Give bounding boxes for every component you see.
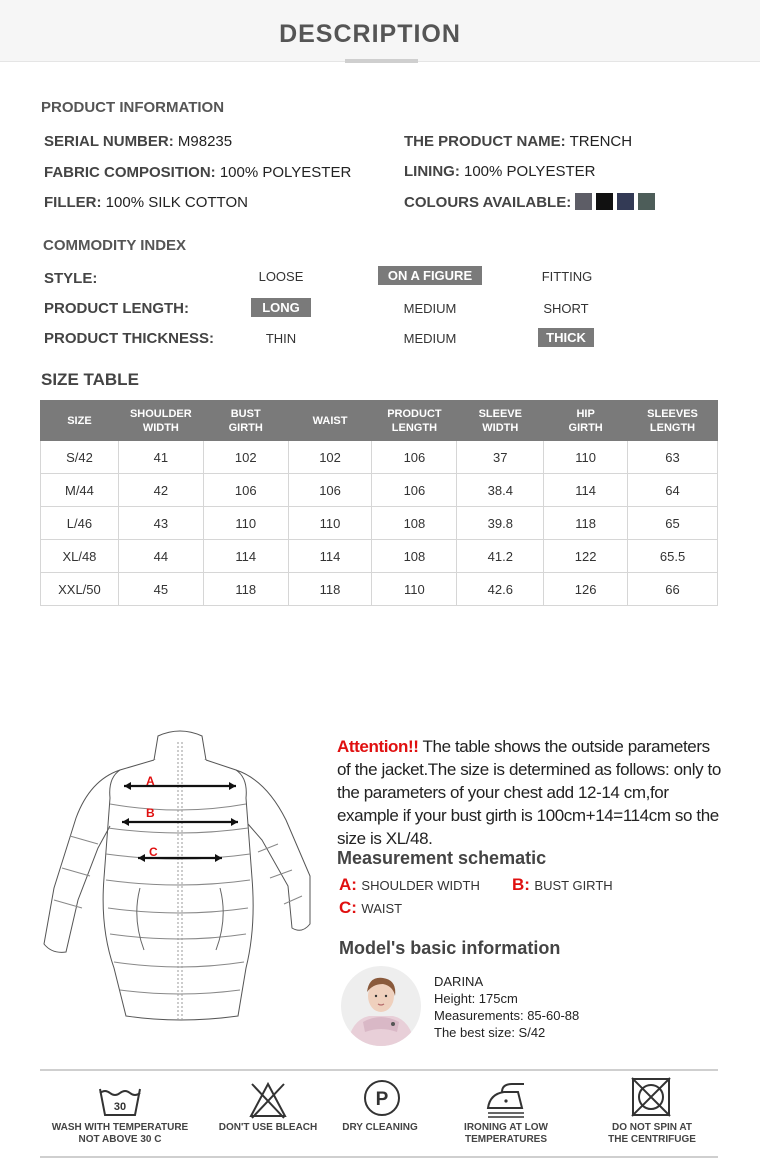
- table-cell: 102: [203, 441, 288, 474]
- filler-value: 100% SILK COTTON: [105, 194, 248, 211]
- measurement-a-value: SHOULDER WIDTH: [361, 878, 480, 893]
- table-cell: 106: [372, 441, 457, 474]
- style-option-loose: LOOSE: [258, 269, 304, 284]
- table-cell: 64: [628, 474, 718, 507]
- measurement-b-key: B:: [512, 875, 530, 894]
- table-cell: 41.2: [457, 540, 544, 573]
- table-cell: 66: [628, 573, 718, 606]
- table-cell: 102: [288, 441, 372, 474]
- table-cell: M/44: [41, 474, 119, 507]
- filler-label: FILLER:: [44, 194, 102, 211]
- size-table-header-text: BUST: [230, 407, 261, 420]
- table-row: [41, 573, 718, 606]
- table-cell: 106: [372, 474, 457, 507]
- care-band-bottom-border: [40, 1156, 718, 1158]
- table-cell: 118: [203, 573, 288, 606]
- size-table-header-text: PRODUCT: [387, 407, 442, 420]
- table-cell: XXL/50: [41, 573, 119, 606]
- table-cell: XL/48: [41, 540, 119, 573]
- table-cell: 106: [203, 474, 288, 507]
- measurement-a: [339, 875, 480, 895]
- table-cell: 110: [288, 507, 372, 540]
- no-spin-caption: [596, 1122, 708, 1146]
- colours-label: COLOURS AVAILABLE:: [404, 194, 572, 211]
- product-name-value: TRENCH: [569, 133, 633, 150]
- filler-row: [44, 194, 248, 211]
- iron-caption-line2: TEMPERATURES: [464, 1134, 548, 1145]
- serial-number-row: [44, 133, 232, 150]
- product-name-row: [404, 133, 632, 150]
- table-cell: 114: [203, 540, 288, 573]
- fabric-label: FABRIC COMPOSITION:: [44, 164, 216, 181]
- size-table: [40, 400, 718, 606]
- table-cell: 108: [372, 540, 457, 573]
- colours-row: [404, 193, 659, 211]
- table-cell: 122: [544, 540, 628, 573]
- table-cell: 39.8: [457, 507, 544, 540]
- no-spin-caption-line2: THE CENTRIFUGE: [608, 1134, 696, 1145]
- serial-label: SERIAL NUMBER:: [44, 133, 174, 150]
- size-table-header-text: WIDTH: [142, 421, 179, 434]
- colour-swatch: [617, 193, 634, 210]
- model-name: DARINA: [434, 974, 484, 989]
- table-cell: S/42: [41, 441, 119, 474]
- model-photo: [341, 966, 421, 1046]
- size-table-header-text: LENGTH: [391, 421, 438, 434]
- measurement-b: [512, 875, 613, 895]
- table-cell: 110: [544, 441, 628, 474]
- style-option-on-a-figure: ON A FIGURE: [378, 266, 482, 285]
- iron-low-icon: [484, 1080, 528, 1118]
- table-cell: 118: [544, 507, 628, 540]
- size-table-header-cell: [41, 401, 119, 441]
- size-table-header-cell: [203, 401, 288, 441]
- table-row: [41, 474, 718, 507]
- colour-swatch: [638, 193, 655, 210]
- care-band-top-border: [40, 1069, 718, 1071]
- thickness-label: PRODUCT THICKNESS:: [44, 330, 215, 347]
- length-option-medium: MEDIUM: [403, 301, 457, 316]
- size-table-header-cell: [628, 401, 718, 441]
- table-cell: 65: [628, 507, 718, 540]
- size-table-header-text: WAIST: [312, 414, 348, 427]
- measurement-b-value: BUST GIRTH: [534, 878, 613, 893]
- table-cell: 43: [118, 507, 203, 540]
- table-cell: 114: [288, 540, 372, 573]
- model-height: Height: 175cm: [434, 991, 518, 1006]
- measurement-c-key: C:: [339, 898, 357, 917]
- table-cell: L/46: [41, 507, 119, 540]
- measurement-a-key: A:: [339, 875, 357, 894]
- table-cell: 38.4: [457, 474, 544, 507]
- size-table-header-row: [41, 401, 718, 441]
- style-label: STYLE:: [44, 270, 98, 287]
- wash-caption: [40, 1122, 200, 1146]
- size-table-header-text: SIZE: [67, 414, 92, 427]
- table-cell: 106: [288, 474, 372, 507]
- size-table-header-text: SHOULDER: [129, 407, 192, 420]
- size-table-header-text: GIRTH: [228, 421, 263, 434]
- model-best-size: The best size: S/42: [434, 1025, 546, 1040]
- iron-caption: [450, 1122, 562, 1146]
- fabric-row: [44, 164, 351, 181]
- length-label: PRODUCT LENGTH:: [44, 300, 189, 317]
- diagram-label-c: C: [149, 845, 158, 859]
- length-option-short: SHORT: [543, 301, 589, 316]
- table-cell: 108: [372, 507, 457, 540]
- lining-row: [404, 163, 595, 180]
- no-spin-caption-line1: DO NOT SPIN AT: [612, 1122, 692, 1133]
- attention-prefix: Attention!!: [337, 737, 419, 756]
- table-cell: 42.6: [457, 573, 544, 606]
- thickness-option-thin: THIN: [265, 331, 297, 346]
- size-table-header-cell: [544, 401, 628, 441]
- table-cell: 110: [372, 573, 457, 606]
- colour-swatch: [596, 193, 613, 210]
- title-underline: [345, 59, 418, 63]
- colour-swatch: [575, 193, 592, 210]
- table-cell: 126: [544, 573, 628, 606]
- page-title: DESCRIPTION: [279, 20, 461, 48]
- dry-cleaning-icon: [362, 1078, 402, 1118]
- wash-temperature: 30: [113, 1101, 127, 1113]
- measurement-c-value: WAIST: [361, 901, 403, 916]
- model-measurements: Measurements: 85-60-88: [434, 1008, 580, 1023]
- size-table-header-cell: [457, 401, 544, 441]
- table-cell: 37: [457, 441, 544, 474]
- thickness-option-medium: MEDIUM: [403, 331, 457, 346]
- wash-caption-line2: NOT ABOVE 30 C: [78, 1134, 162, 1145]
- size-table-heading: SIZE TABLE: [41, 370, 139, 389]
- length-option-long: LONG: [251, 298, 311, 317]
- table-cell: 118: [288, 573, 372, 606]
- diagram-label-a: A: [146, 774, 155, 788]
- table-cell: 45: [118, 573, 203, 606]
- no-bleach-icon: [248, 1080, 288, 1120]
- table-cell: 114: [544, 474, 628, 507]
- colour-swatches: [575, 194, 659, 211]
- attention-note: [337, 735, 723, 850]
- style-option-fitting: FITTING: [541, 269, 593, 284]
- size-table-header-text: LENGTH: [649, 421, 696, 434]
- diagram-label-b: B: [146, 806, 155, 820]
- jacket-diagram: [40, 728, 320, 1024]
- fabric-value: 100% POLYESTER: [219, 164, 352, 181]
- size-table-header-text: WIDTH: [482, 421, 519, 434]
- measurement-c: [339, 898, 402, 918]
- size-table-header-cell: [118, 401, 203, 441]
- table-cell: 42: [118, 474, 203, 507]
- size-table-header-cell: [288, 401, 372, 441]
- product-info-heading: PRODUCT INFORMATION: [41, 99, 225, 116]
- table-cell: 63: [628, 441, 718, 474]
- size-table-header-text: SLEEVES: [647, 407, 698, 420]
- size-table-header-text: SLEEVE: [478, 407, 522, 420]
- table-row: [41, 441, 718, 474]
- measurement-schematic-heading: Measurement schematic: [337, 848, 547, 868]
- no-tumble-spin-icon: [630, 1076, 672, 1118]
- wash-30-icon: [98, 1085, 142, 1119]
- product-name-label: THE PRODUCT NAME:: [404, 133, 566, 150]
- wash-caption-line1: WASH WITH TEMPERATURE: [51, 1122, 189, 1133]
- serial-value: M98235: [177, 133, 233, 150]
- model-details: [434, 973, 579, 1041]
- table-cell: 41: [118, 441, 203, 474]
- thickness-option-thick: THICK: [538, 328, 594, 347]
- no-bleach-caption: DON'T USE BLEACH: [218, 1122, 318, 1133]
- size-table-header-text: HIP: [576, 407, 595, 420]
- table-cell: 65.5: [628, 540, 718, 573]
- lining-label: LINING:: [404, 163, 460, 180]
- table-cell: 110: [203, 507, 288, 540]
- size-table-body: [41, 441, 718, 606]
- commodity-heading: COMMODITY INDEX: [43, 237, 187, 254]
- size-table-header-text: GIRTH: [568, 421, 603, 434]
- svg-text:P: P: [375, 1089, 389, 1110]
- lining-value: 100% POLYESTER: [464, 163, 596, 180]
- table-cell: 44: [118, 540, 203, 573]
- dry-cleaning-caption: DRY CLEANING: [342, 1122, 418, 1133]
- iron-caption-line1: IRONING AT LOW: [464, 1122, 548, 1133]
- size-table-header-cell: [372, 401, 457, 441]
- model-info-heading: Model's basic information: [339, 938, 561, 958]
- attention-text: The table shows the outside parameters of the jacket.The size is determined as follows: only to the parameters of your chest add 12-14 cm,for example if your bust girth is 100cm+14=114cm so the size is XL/48.: [337, 737, 721, 848]
- table-row: [41, 507, 718, 540]
- table-row: [41, 540, 718, 573]
